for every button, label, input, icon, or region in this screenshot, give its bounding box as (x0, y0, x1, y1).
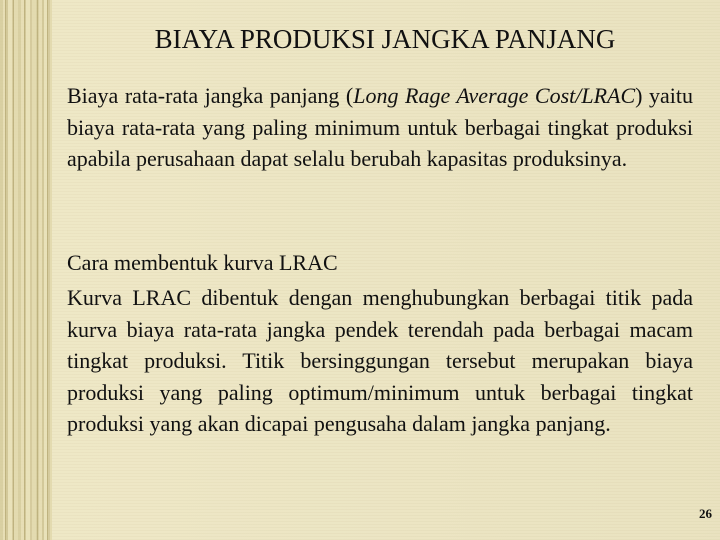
slide-title: BIAYA PRODUKSI JANGKA PANJANG (154, 24, 616, 54)
strip-line (5, 0, 6, 540)
paragraph-definition-part1: Biaya rata-rata jangka panjang ( (67, 83, 354, 108)
paragraph-subheading: Cara membentuk kurva LRAC (67, 250, 338, 275)
paragraph-definition (67, 80, 693, 175)
strip-line (37, 0, 38, 540)
strip-line (47, 0, 48, 540)
strip-line (13, 0, 14, 540)
left-decorative-strip (0, 0, 52, 540)
paragraph-definition-italic: Long Rage Average Cost/LRAC (353, 83, 636, 108)
paragraph-explanation: Kurva LRAC dibentuk dengan menghubungkan berbagai titik pada kurva biaya rata-rata jangka pendek terendah pada berbagai macam tingkat produksi. Titik bersinggungan tersebut merupakan biaya produksi yang paling optimum/minimum untuk berbagai tingkat produksi yang akan dicapai pengusaha dalam jangka panjang. (67, 285, 693, 436)
page-number: 26 (699, 506, 712, 521)
paragraph-definition-part2: ) yaitu biaya rata-rata yang paling minimum untuk berbagai tingkat produksi apabila perusahaan dapat selalu berubah kapasitas produksinya. (67, 83, 694, 171)
strip-line (24, 0, 25, 540)
